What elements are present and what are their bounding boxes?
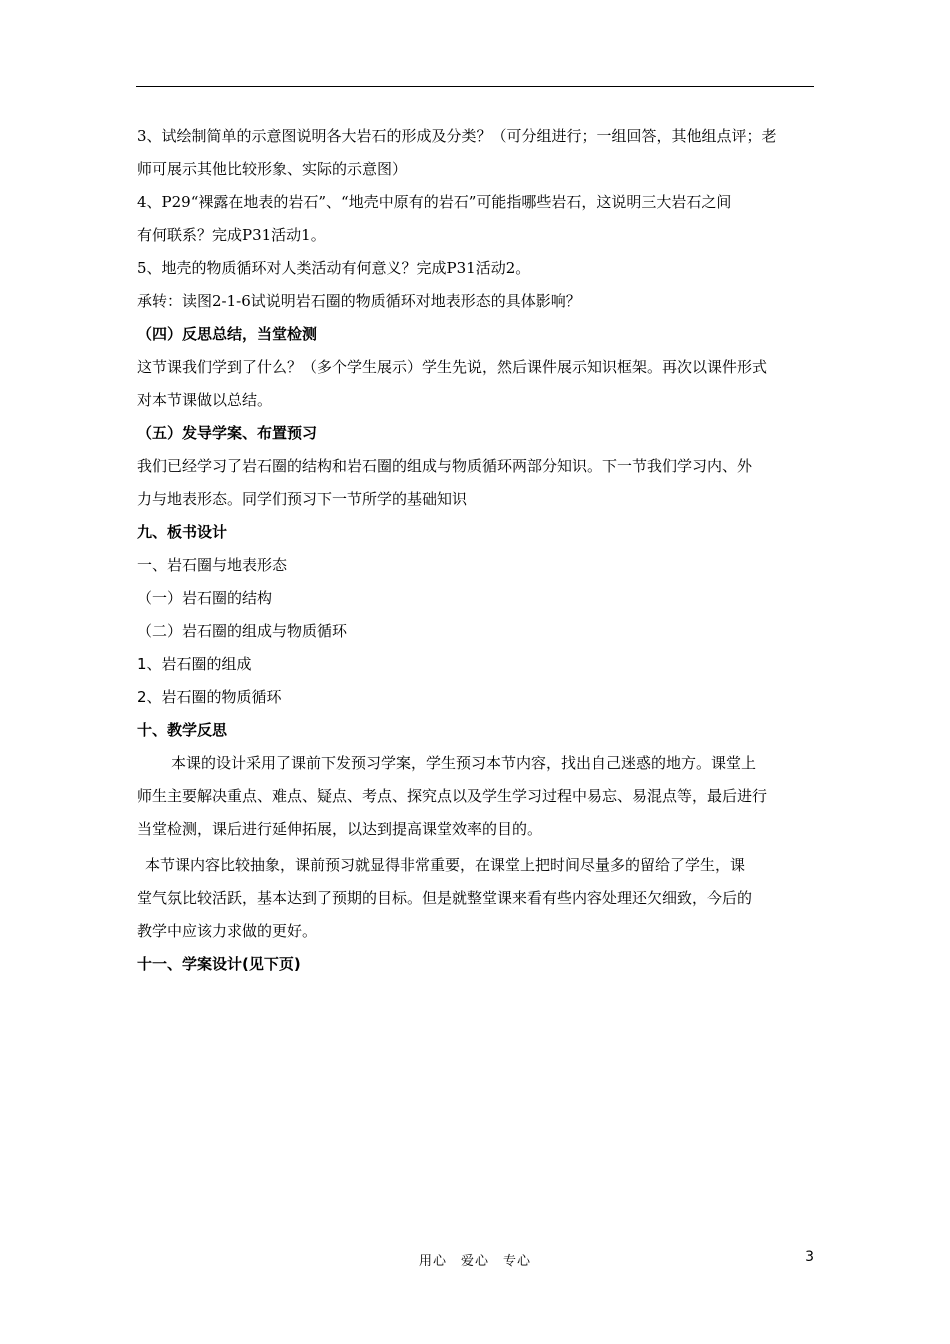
paragraph-line: 师可展示其他比较形象、实际的示意图）	[137, 160, 408, 178]
paragraph-line: 本节课内容比较抽象，课前预习就显得非常重要，在课堂上把时间尽量多的留给了学生，课	[145, 856, 746, 874]
paragraph-line: 力与地表形态。同学们预习下一节所学的基础知识	[137, 490, 468, 508]
paragraph-line: 本课的设计采用了课前下发预习学案，学生预习本节内容，找出自己迷惑的地方。课堂上	[171, 754, 757, 772]
paragraph-line: 堂气氛比较活跃，基本达到了预期的目标。但是就整堂课来看有些内容处理还欠细致，今后的	[137, 889, 753, 907]
paragraph-line: 这节课我们学到了什么？（多个学生展示）学生先说，然后课件展示知识框架。再次以课件形式	[137, 358, 768, 376]
paragraph-line: 有何联系？完成P31活动1。	[137, 226, 326, 244]
paragraph-line: 师生主要解决重点、难点、疑点、考点、探究点以及学生学习过程中易忘、易混点等，最后进行	[137, 787, 768, 805]
paragraph-line: 一、岩石圈与地表形态	[137, 556, 288, 574]
header-rule	[136, 86, 814, 87]
section-heading: 十一、学案设计(见下页)	[137, 955, 301, 973]
paragraph-line: 对本节课做以总结。	[137, 391, 273, 409]
paragraph-line: 我们已经学习了岩石圈的结构和岩石圈的组成与物质循环两部分知识。下一节我们学习内、外	[137, 457, 753, 475]
footer-text: 用心 爱心 专心	[418, 1254, 531, 1269]
section-heading: （五）发导学案、布置预习	[137, 424, 318, 442]
paragraph-line: 5、地壳的物质循环对人类活动有何意义？完成P31活动2。	[137, 259, 531, 277]
paragraph-line: 2、岩石圈的物质循环	[137, 688, 282, 706]
paragraph-line: 承转：读图2-1-6试说明岩石圈的物质循环对地表形态的具体影响？	[137, 292, 581, 310]
section-heading: （四）反思总结，当堂检测	[137, 325, 318, 343]
paragraph-line: 当堂检测，课后进行延伸拓展，以达到提高课堂效率的目的。	[137, 820, 543, 838]
page-number: 3	[805, 1249, 814, 1265]
paragraph-line: （一）岩石圈的结构	[137, 589, 273, 607]
document-body	[137, 120, 817, 981]
paragraph-line: 3、试绘制简单的示意图说明各大岩石的形成及分类？（可分组进行；一组回答，其他组点评；老	[137, 127, 777, 145]
section-heading: 十、教学反思	[137, 721, 228, 739]
paragraph-line: 1、岩石圈的组成	[137, 655, 252, 673]
paragraph-line: 4、P29“裸露在地表的岩石”、“地壳中原有的岩石”可能指哪些岩石，这说明三大岩石之间	[137, 193, 732, 211]
paragraph-line: 教学中应该力求做的更好。	[137, 922, 318, 940]
paragraph-line: （二）岩石圈的组成与物质循环	[137, 622, 348, 640]
section-heading: 九、板书设计	[137, 523, 228, 541]
